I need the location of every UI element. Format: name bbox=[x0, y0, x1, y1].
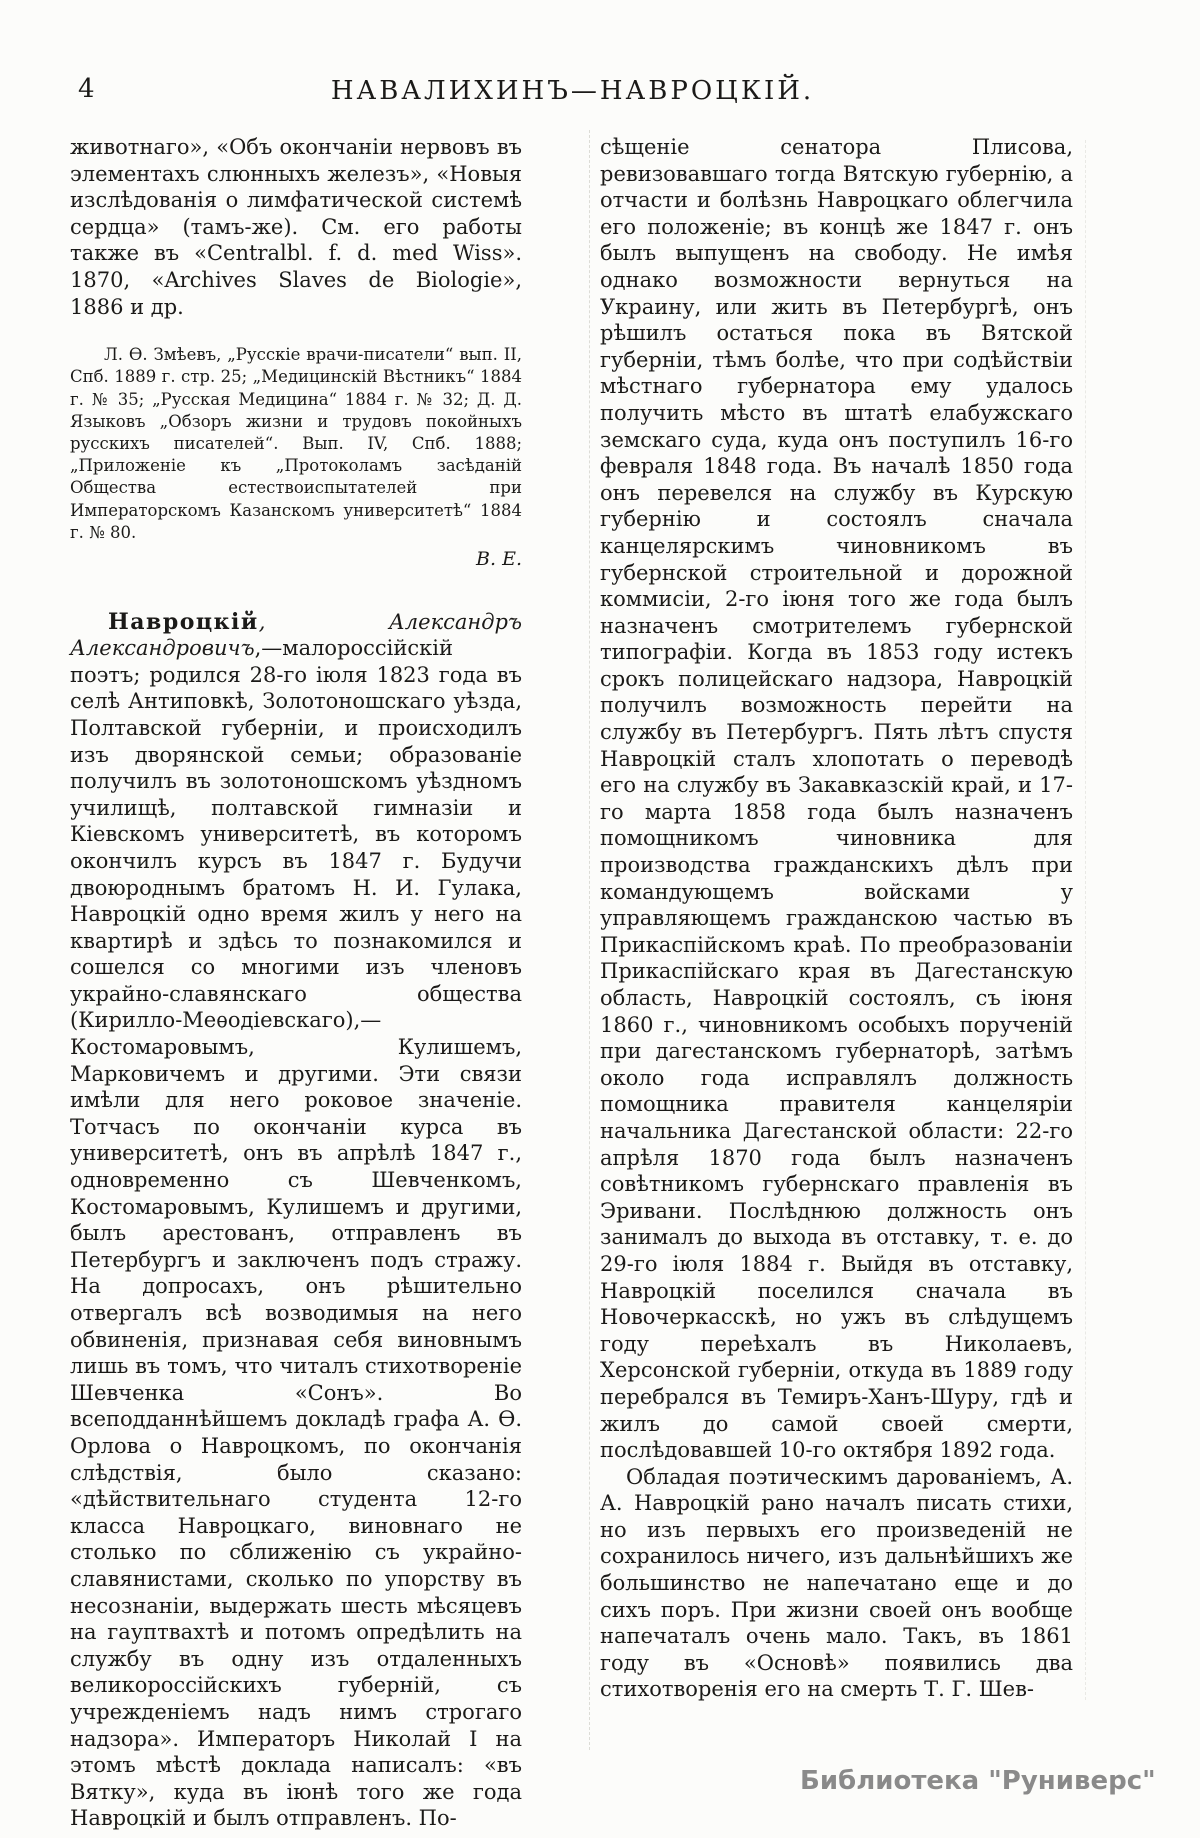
page-number: 4 bbox=[78, 74, 95, 104]
left-column bbox=[70, 134, 522, 1832]
bibliography-note: Л. Ѳ. Змѣевъ, „Русскіе врачи-писатели“ вып. II, Спб. 1889 г. стр. 25; „Медицинскій Вѣстникъ“ 1884 г. № 35; „Русская Медицина“ 1884 г. № 32; Д. Д. Языковъ „Обзоръ жизни и трудовъ покойныхъ русскихъ писателей“. Вып. IV, Спб. 1888; „Приложеніе къ „Протоколамъ засѣданій Общества естествоиспытателей при Императорскомъ Казанскомъ университетѣ“ 1884 г. № 80. bbox=[70, 345, 522, 542]
author-signature: В. Е. bbox=[476, 547, 522, 570]
continuation-paragraph: животнаго», «Объ окончаніи нервовъ въ элементахъ слюнныхъ железъ», «Новыя изслѣдованія о лимфатической системѣ сердца» (тамъ-же). См. его работы также въ «Centralbl. f. d. med Wiss». 1870, «Archives Slaves de Biologie», 1886 и др. bbox=[70, 135, 522, 319]
column-divider bbox=[589, 130, 590, 1750]
entry-paragraph bbox=[70, 609, 522, 1832]
entry-continuation-paragraph: сѣщеніе сенатора Плисова, ревизовавшаго тогда Вятскую губернію, а отчасти и болѣзнь Навроцкаго облегчила его положеніе; въ концѣ же 1847 г. онъ былъ выпущенъ на свободу. Не имѣя однако возможности вернуться на Украину, или жить въ Петербургѣ, онъ рѣшилъ остаться пока въ Вятской губерніи, тѣмъ болѣе, что при содѣйствіи мѣстнаго губернатора ему удалось получить мѣсто въ штатѣ елабужскаго земскаго суда, куда онъ поступилъ 16-го февраля 1848 года. Въ началѣ 1850 года онъ перевелся на службу въ Курскую губернію и состоялъ сначала канцелярскимъ чиновникомъ въ губернской строительной и дорожной коммисіи, 2-го іюня того же года былъ назначенъ смотрителемъ губернской типографіи. Когда въ 1853 году истекъ срокъ полицейскаго надзора, Навроцкій получилъ возможность перейти на службу въ Петербургъ. Пять лѣтъ спустя Навроцкій сталъ хлопотать о переводѣ его на службу въ Закавказскій край, и 17-го марта 1858 года былъ назначенъ помощникомъ чиновника для производства гражданскихъ дѣлъ при командующемъ войсками у управляющемъ гражданскою частью въ Прикаспійскомъ краѣ. По преобразованіи Прикаспійскаго края въ Дагестанскую область, Навроцкій состоялъ, съ іюня 1860 г., чиновникомъ особыхъ порученій при дагестанскомъ губернаторѣ, затѣмъ около года исправлялъ должность помощника правителя канцеляріи начальника Дагестанской области: 22-го апрѣля 1870 года былъ назначенъ совѣтникомъ губернскаго правленія въ Эривани. Послѣднюю должность онъ занималъ до выхода въ отставку, т. е. до 29-го іюля 1884 г. Выйдя въ отставку, Навроцкій поселился сначала въ Новочеркасскѣ, но ужъ въ слѣдущемъ году переѣхалъ въ Николаевъ, Херсонской губерніи, откуда въ 1889 году перебрался въ Темиръ-Ханъ-Шуру, гдѣ и жилъ до самой своей смерти, послѣдовавшей 10-го октября 1892 года. bbox=[600, 135, 1073, 1463]
entry-author-name: , Александръ Александровичъ bbox=[70, 609, 522, 661]
library-watermark: Библиотека "Руниверс" bbox=[800, 1766, 1156, 1796]
right-margin-rule bbox=[1085, 140, 1086, 1700]
second-paragraph: Обладая поэтическимъ дарованіемъ, А. А. Навроцкій рано началъ писать стихи, но изъ первыхъ его произведеній не сохранилось ничего, изъ дальнѣйшихъ же большинство не напечатано еще и до сихъ поръ. При жизни своей онъ вообще напечаталъ очень мало. Такъ, въ 1861 году въ «Основѣ» появились два стихотворенія его на смерть Т. Г. Шев- bbox=[600, 1464, 1073, 1702]
running-header: НАВАЛИХИНЪ—НАВРОЦКІЙ. bbox=[330, 76, 815, 106]
entry-body-text: ,—малороссійскій поэтъ; родился 28-го іюля 1823 года въ селѣ Антиповкѣ, Золотоношскаго уѣзда, Полтавской губерніи, и происходилъ изъ дворянской семьи; образованіе получилъ въ золотоношскомъ уѣздномъ училищѣ, полтавской гимназіи и Кіевскомъ университетѣ, въ которомъ окончилъ курсъ въ 1847 г. Будучи двоюроднымъ братомъ Н. И. Гулака, Навроцкій одно время жилъ у него на квартирѣ и здѣсь то познакомился и сошелся со многими изъ членовъ украйно-славянскаго общества (Кирилло-Меѳодіевскаго),—Костомаровымъ, Кулишемъ, Марковичемъ и другими. Эти связи имѣли для него роковое значеніе. Тотчасъ по окончаніи курса въ университетѣ, онъ въ апрѣлѣ 1847 г., одновременно съ Шевченкомъ, Костомаровымъ, Кулишемъ и другими, былъ арестованъ, отправленъ въ Петербургъ и заключенъ подъ стражу. На допросахъ, онъ рѣшительно отвергалъ всѣ возводимыя на него обвиненія, признавая себя виновнымъ лишь въ томъ, что читалъ стихотвореніе Шевченка «Сонъ». Во всеподданнѣйшемъ докладѣ графа А. Ѳ. Орлова о Навроцкомъ, по окончанія слѣдствія, было сказано: «дѣйствительнаго студента 12-го класса Навроцкаго, виновнаго не столько по сближенію съ украйно-славянистами, сколько по упорству въ несознаніи, выдержать шесть мѣсяцевъ на гауптвахтѣ и потомъ опредѣлить на службу въ одну изъ отдаленныхъ великороссійскихъ губерній, съ учрежденіемъ надъ нимъ строгаго надзора». Императоръ Николай I на этомъ мѣстѣ доклада написалъ: «въ Вятку», куда въ іюнѣ того же года Навроцкій и былъ отправленъ. По- bbox=[70, 636, 522, 1831]
right-column bbox=[600, 134, 1073, 1703]
entry-headword: Навроцкій bbox=[108, 608, 259, 635]
